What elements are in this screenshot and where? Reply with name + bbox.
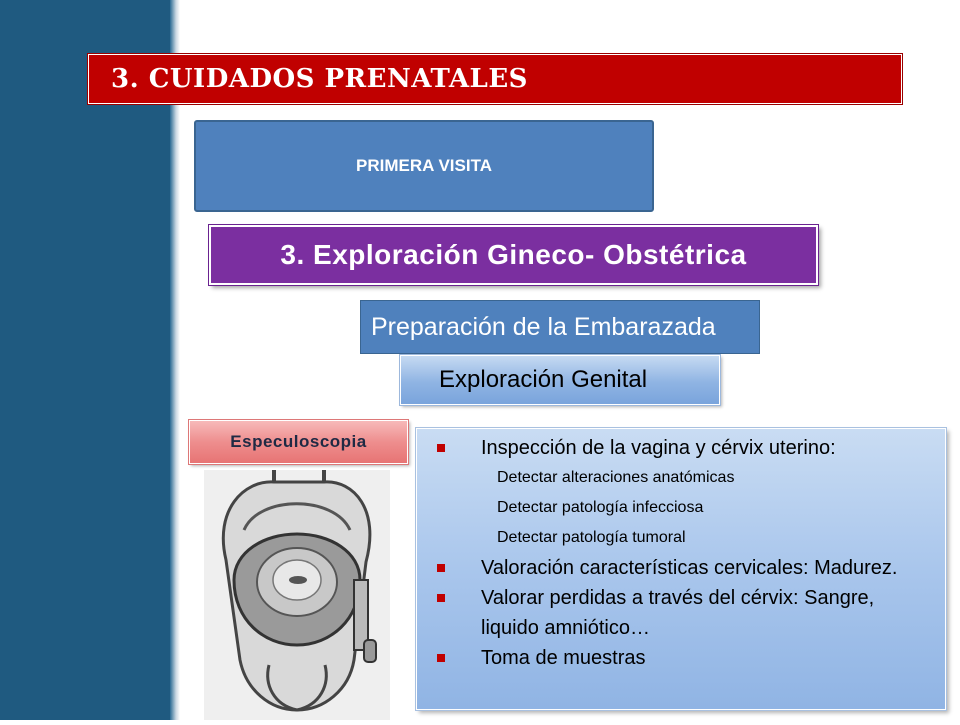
speculum-drawing: [204, 470, 390, 720]
bullet-icon: [437, 564, 445, 572]
title-bar: [88, 54, 902, 104]
exploracion-genital-box: Exploración Genital: [400, 355, 720, 405]
list-item-text: Inspección de la vagina y cérvix uterino:: [481, 437, 836, 459]
list-item: [437, 583, 935, 643]
list-item-text: Valorar perdidas a través del cérvix: Sangre,: [481, 587, 875, 609]
sidebar: [0, 0, 170, 720]
preparacion-box: Preparación de la Embarazada: [360, 300, 760, 354]
section-title-box: 3. Exploración Gineco- Obstétrica: [209, 225, 818, 285]
especuloscopia-box: Especuloscopia: [189, 420, 408, 464]
bullet-icon: [437, 444, 445, 452]
sub-item: Detectar alteraciones anatómicas: [497, 469, 735, 486]
list-item-text: Valoración características cervicales: Madurez.: [481, 557, 898, 579]
speculum-illustration: [204, 470, 390, 720]
sidebar-edge: [170, 0, 180, 720]
list-item-text: Toma de muestras: [481, 647, 646, 669]
page-title: 3. CUIDADOS PRENATALES: [111, 64, 528, 94]
sub-item: Detectar patología infecciosa: [497, 499, 704, 516]
bullet-icon: [437, 594, 445, 602]
list-item-text-continued: liquido amniótico…: [481, 617, 650, 639]
content-box: [416, 428, 946, 710]
list-item: [437, 433, 935, 463]
bullet-icon: [437, 654, 445, 662]
sub-item: Detectar patología tumoral: [497, 529, 686, 546]
list-item: [437, 553, 935, 583]
primera-visita-box: PRIMERA VISITA: [194, 120, 654, 212]
list-item: [437, 643, 935, 673]
